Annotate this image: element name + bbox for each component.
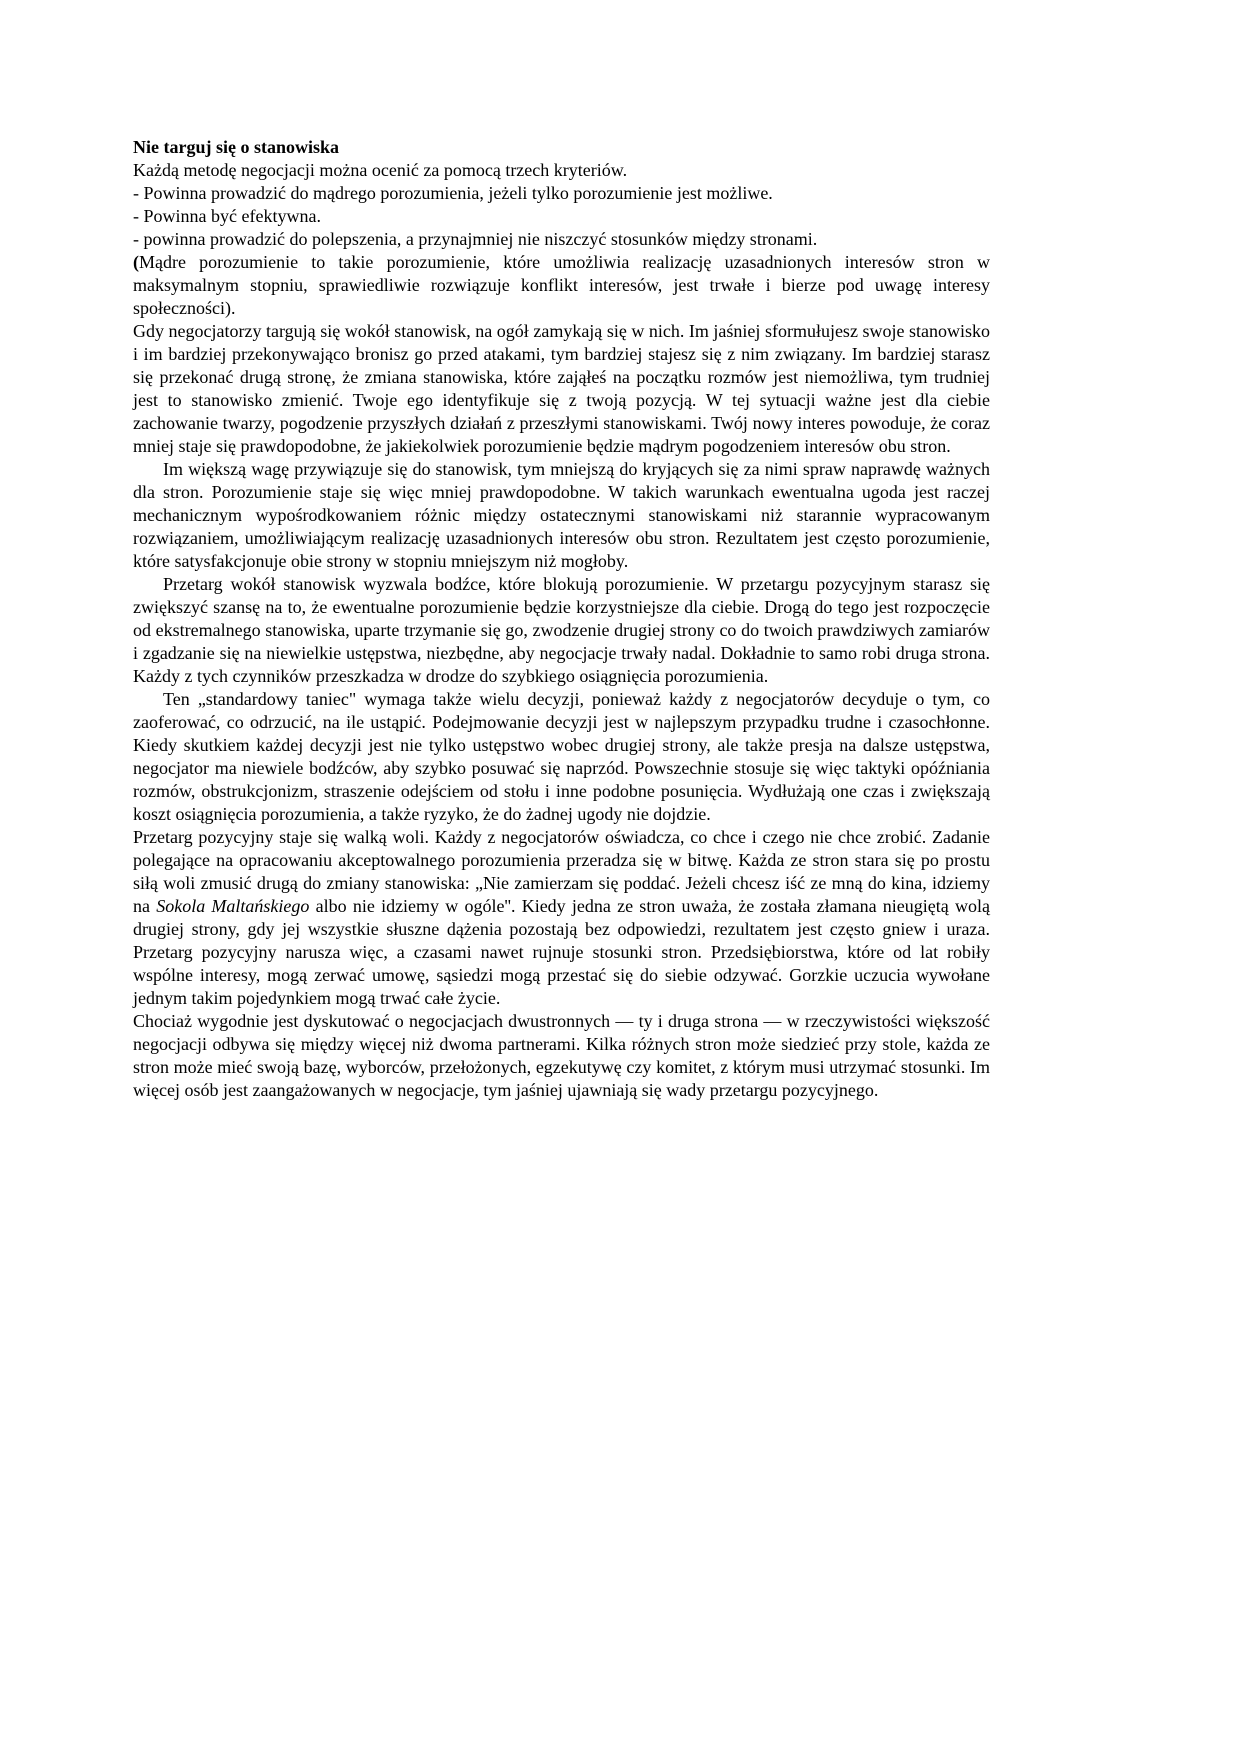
paragraph-attention-to-positions: Im większą wagę przywiązuje się do stanowisk, tym mniejszą do kryjących się za nimi spraw naprawdę ważnych dla stron. Porozumienie staje się więc mniej prawdopodobne. W takich warunkach ewentualna ugoda jest raczej mechanicznym wypośrodkowaniem różnic między ostatecznymi stanowiskami niż starannie wypracowanym rozwiązaniem, umożliwiającym realizację uzasadnionych interesów obu stron. Rezultatem jest często porozumienie, które satysfakcjonuje obie strony w stopniu mniejszym niż mogłoby.: [133, 459, 990, 571]
criterion-line-2: - Powinna być efektywna.: [133, 206, 321, 226]
paragraph-positions-lock-in: Gdy negocjatorzy targują się wokół stanowisk, na ogół zamykają się w nich. Im jaśniej sformułujesz swoje stanowisko i im bardziej przekonywająco bronisz go przed atakami, tym bardziej stajesz się z nim związany. Im bardziej starasz się przekonać drugą stronę, że zmiana stanowiska, które zająłeś na początku rozmów jest niemożliwa, tym trudniej jest to stanowisko zmienić. Twoje ego identyfikuje się z twoją pozycją. W tej sytuacji ważne jest dla ciebie zachowanie twarzy, pogodzenie przyszłych działań z przeszłymi stanowiskami. Twój nowy interes powoduje, że coraz mniej staje się prawdopodobne, że jakiekolwiek porozumienie będzie mądrym pogodzeniem interesów obu stron.: [133, 321, 990, 456]
battle-of-wills-text-1: Przetarg pozycyjny staje się walką woli. Każdy z negocjatorów oświadcza, co chce i czego nie chce zrobić. Zadanie polegające na opracowaniu akceptowalnego porozumienia przeradza się w bitwę. Każda ze stron stara się po prostu siłą woli zmusić drugą do zmiany stanowiska: „Nie zamierzam się poddać. Jeżeli chcesz iść ze mną do kina, idziemy na: [133, 827, 990, 916]
criterion-line-1: - Powinna prowadzić do mądrego porozumienia, jeżeli tylko porozumienie jest możliwe.: [133, 183, 773, 203]
wise-agreement-note: [133, 251, 990, 320]
paragraph-positional-bargaining-incentives: Przetarg wokół stanowisk wyzwala bodźce, które blokują porozumienie. W przetargu pozycyjnym starasz się zwiększyć szansę na to, że ewentualne porozumienie będzie korzystniejsze dla ciebie. Drogą do tego jest rozpoczęcie od ekstremalnego stanowiska, uparte trzymanie się go, zwodzenie drugiej strony co do twoich prawdziwych zamiarów i zgadzanie się na niewielkie ustępstwa, niezbędne, aby negocjacje trwały nadal. Dokładnie to samo robi druga strona. Każdy z tych czynników przeszkadza w drodze do szybkiego osiągnięcia porozumienia.: [133, 574, 990, 686]
wise-agreement-open-paren: (: [133, 252, 139, 272]
criterion-line-3: - powinna prowadzić do polepszenia, a przynajmniej nie niszczyć stosunków między stronami.: [133, 229, 818, 249]
intro-paragraph: Każdą metodę negocjacji można ocenić za pomocą trzech kryteriów.: [133, 160, 628, 180]
wise-agreement-text: Mądre porozumienie to takie porozumienie, które umożliwia realizację uzasadnionych interesów stron w maksymalnym stopniu, sprawiedliwie rozwiązuje konflikt interesów, jest trwałe i bierze pod uwagę interesy społeczności).: [133, 252, 990, 318]
document-content: [133, 136, 990, 1102]
battle-of-wills-text-2: albo nie idziemy w ogóle''. Kiedy jedna ze stron uważa, że została złamana nieugiętą wolą drugiej strony, gdy jej wszystkie słuszne dążenia pozostają bez odpowiedzi, rezultatem jest często gniew i uraza. Przetarg pozycyjny narusza więc, a czasami nawet rujnuje stosunki stron. Przedsiębiorstwa, które od lat robiły wspólne interesy, mogą zerwać umowę, sąsiedzi mogą przestać się do siebie odzywać. Gorzkie uczucia wywołane jednym takim pojedynkiem mogą trwać całe życie.: [133, 896, 990, 1008]
paragraph-battle-of-wills: [133, 826, 990, 1010]
movie-title-italic: Sokola Maltańskiego: [156, 896, 310, 916]
paragraph-multiparty-negotiations: Chociaż wygodnie jest dyskutować o negocjacjach dwustronnych — ty i druga strona — w rzeczywistości większość negocjacji odbywa się między więcej niż dwoma partnerami. Kilka różnych stron może siedzieć przy stole, każda ze stron może mieć swoją bazę, wyborców, przełożonych, egzekutywę czy komitet, z którym musi utrzymać stosunki. Im więcej osób jest zaangażowanych w negocjacje, tym jaśniej ujawniają się wady przetargu pozycyjnego.: [133, 1011, 990, 1100]
document-title: Nie targuj się o stanowiska: [133, 137, 339, 157]
paragraph-standard-dance: Ten „standardowy taniec" wymaga także wielu decyzji, ponieważ każdy z negocjatorów decyduje o tym, co zaoferować, co odrzucić, na ile ustąpić. Podejmowanie decyzji jest w najlepszym przypadku trudne i czasochłonne. Kiedy skutkiem każdej decyzji jest nie tylko ustępstwo wobec drugiej strony, ale także presja na dalsze ustępstwa, negocjator ma niewiele bodźców, aby szybko posuwać się naprzód. Powszechnie stosuje się więc taktyki opóźniania rozmów, obstrukcjonizm, straszenie odejściem od stołu i inne podobne posunięcia. Wydłużają one czas i zwiększają koszt osiągnięcia porozumienia, a także ryzyko, że do żadnej ugody nie dojdzie.: [133, 689, 990, 824]
